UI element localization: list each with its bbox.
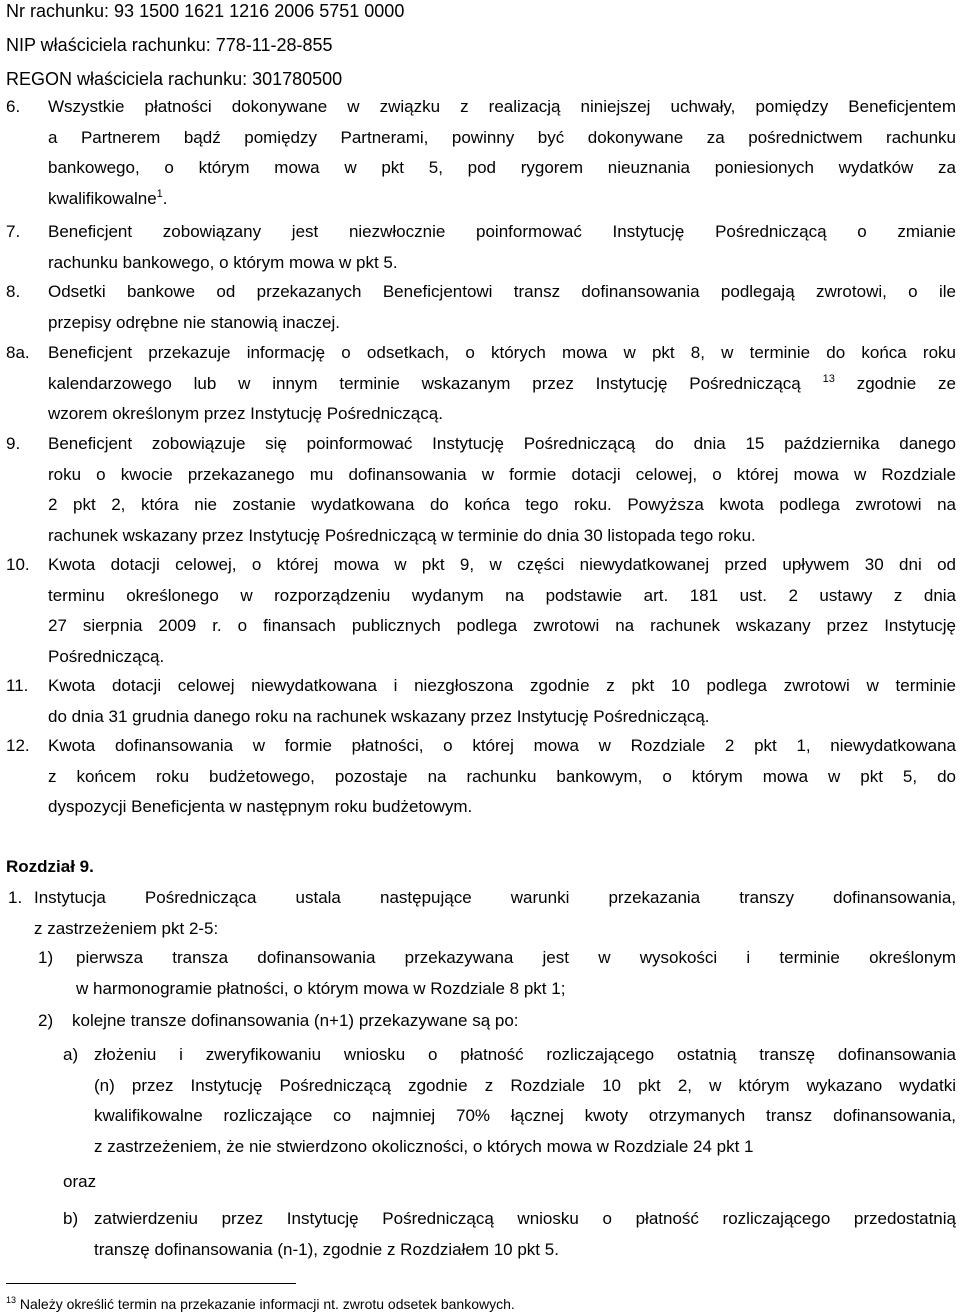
paragraph-7: 7. Beneficjent zobowiązany jest niezwłocznie poinformować Instytucję Pośredniczącą o zmianie rachunku bankowego, o którym mowa w pkt 5.	[6, 217, 956, 278]
paragraph-number: 7.	[6, 222, 21, 241]
item-number: 2)	[38, 1011, 54, 1030]
footnote-ref[interactable]: 1	[156, 187, 163, 200]
paragraph-number: 11.	[6, 676, 29, 695]
nip-number: NIP właściciela rachunku: 778-11-28-855	[6, 35, 333, 55]
paragraph-8: 8. Odsetki bankowe od przekazanych Beneficjentowi transz dofinansowania podlegają zwrotowi, o ile przepisy odrębne nie stanowią inaczej.	[6, 277, 956, 338]
paragraph-number: 10.	[6, 555, 30, 574]
paragraph-number: 6.	[6, 97, 21, 116]
paragraph-12: 12. Kwota dofinansowania w formie płatności, o której mowa w Rozdziale 2 pkt 1, niewydatkowana z końcem roku budżetowego, pozostaje na rachunku bankowym, o którym mowa w pkt 5, do dyspozycji Beneficjenta w następnym roku budżetowym.	[6, 731, 956, 823]
paragraph-10: 10. Kwota dotacji celowej, o której mowa w pkt 9, w części niewydatkowanej przed upływem 30 dni od terminu określonego w rozporządzeniu wydanym na podstawie art. 181 ust. 2 ustawy z dnia 27 sierpnia 2009 r. o finansach publicznych podlega zwrotowi na rachunek wskazany przez Instytucję Pośredniczącą.	[6, 550, 956, 672]
conjunction-oraz: oraz	[63, 1172, 97, 1191]
paragraph-number: 8a.	[6, 343, 30, 362]
chapter-heading: Rozdział 9.	[6, 857, 94, 876]
footnote-mark: 13	[6, 1295, 17, 1305]
regon-number: REGON właściciela rachunku: 301780500	[6, 69, 343, 89]
paragraph-number: 8.	[6, 282, 21, 301]
paragraph-number: 12.	[6, 736, 30, 755]
item-number: a)	[63, 1045, 79, 1064]
footnote-ref[interactable]: 13	[822, 372, 835, 385]
paragraph-number: 9.	[6, 434, 21, 453]
paragraph-11: 11. Kwota dotacji celowej niewydatkowana i niezgłoszona zgodnie z pkt 10 podlega zwrotowi w terminie do dnia 31 grudnia danego roku na rachunek wskazany przez Instytucję Pośredniczącą.	[6, 671, 956, 732]
account-number: Nr rachunku: 93 1500 1621 1216 2006 5751 0000	[6, 1, 405, 21]
chapter-item-1: 1. Instytucja Pośrednicząca ustala następujące warunki przekazania transzy dofinansowania, z zastrzeżeniem pkt 2-5:	[6, 883, 956, 944]
footnote	[6, 1295, 515, 1313]
footnote-separator	[6, 1283, 296, 1284]
sub-item-1: 1) pierwsza transza dofinansowania przekazywana jest w wysokości i terminie określonym w harmonogramie płatności, o którym mowa w Rozdziale 8 pkt 1;	[38, 943, 956, 1004]
paragraph-9: 9. Beneficjent zobowiązuje się poinformować Instytucję Pośredniczącą do dnia 15 października danego roku o kwocie przekazanego mu dofinansowania w formie dotacji celowej, o której mowa w Rozdziale 2 pkt 2, która nie zostanie wydatkowana do końca tego roku. Powyższa kwota podlega zwrotowi na rachunek wskazany przez Instytucję Pośredniczącą w terminie do dnia 30 listopada tego roku.	[6, 429, 956, 551]
paragraph-8a: 8a. Beneficjent przekazuje informację o odsetkach, o których mowa w pkt 8, w terminie do końca roku kalendarzowego lub w innym terminie wskazanym przez Instytucję Pośredniczącą $^{13}$ zgodnie ze wzorem określonym przez Instytucję Pośredniczącą.	[6, 338, 956, 430]
sub-item-b: b) zatwierdzeniu przez Instytucję Pośredniczącą wniosku o płatność rozliczającego przedostatnią transzę dofinansowania (n-1), zgodnie z Rozdziałem 10 pkt 5.	[63, 1204, 956, 1265]
item-number: 1)	[38, 948, 54, 967]
paragraph-6: 6. Wszystkie płatności dokonywane w związku z realizacją niniejszej uchwały, pomiędzy Beneficjentem a Partnerem bądź pomiędzy Partnerami, powinny być dokonywane za pośrednictwem rachunku bankowego, o którym mowa w pkt 5, pod rygorem nieuznania poniesionych wydatków za kwalifikowalne$^1$.	[6, 92, 956, 214]
sub-item-2: 2) kolejne transze dofinansowania (n+1) przekazywane są po:	[38, 1006, 956, 1037]
item-number: 1.	[8, 888, 23, 907]
sub-item-a: a) złożeniu i zweryfikowaniu wniosku o płatność rozliczającego ostatnią transzę dofinansowania (n) przez Instytucję Pośredniczącą zgodnie z Rozdziale 10 pkt 2, w którym wykazano wydatki kwalifikowalne rozliczające co najmniej 70% łącznej kwoty otrzymanych transz dofinansowania, z zastrzeżeniem, że nie stwierdzono okoliczności, o których mowa w Rozdziale 24 pkt 1	[63, 1040, 956, 1162]
footnote-text: Należy określić termin na przekazanie informacji nt. zwrotu odsetek bankowych.	[19, 1296, 515, 1312]
item-number: b)	[63, 1209, 79, 1228]
